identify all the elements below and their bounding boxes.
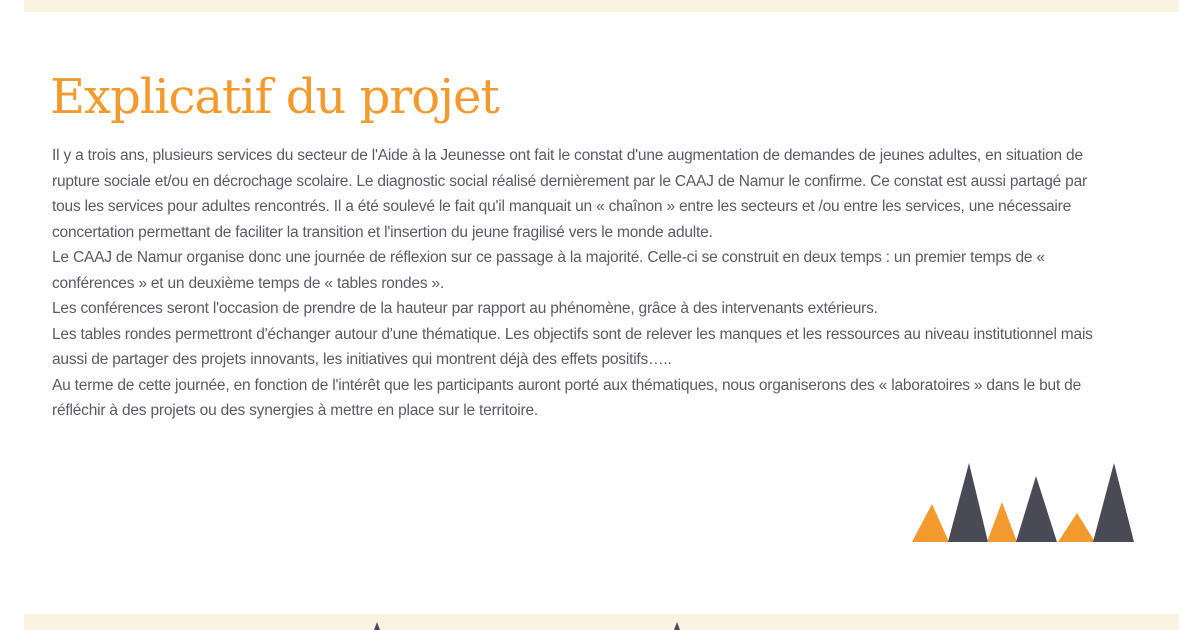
paragraph-organisation: Le CAAJ de Namur organise donc une journée de réflexion sur ce passage à la majorité. Celle-ci se construit en deux temps : un premier temps de « conférences » et un deuxième temps de « tables rondes ».: [52, 249, 1045, 292]
paragraph-context: Il y a trois ans, plusieurs services du secteur de l'Aide à la Jeunesse ont fait le constat d'une augmentation de demandes de jeunes adultes, en situation de rupture sociale et/ou en décrochage scolaire. Le diagnostic social réalisé dernièrement par le CAAJ de Namur le confirme. Ce constat est aussi partagé par tous les services pour adultes rencontrés. Il a été soulevé le fait qu'il manquait un « chaînon » entre les secteurs et /ou entre les services, une nécessaire concertation permettant de faciliter la transition et l'insertion du jeune fragilisé vers le monde adulte.: [52, 147, 1087, 241]
tall-dark-triangle: [948, 463, 988, 542]
section-body: [52, 143, 1112, 424]
top-banner-strip: [24, 0, 1179, 12]
triangles-motif-icon: [905, 460, 1140, 545]
paragraph-conferences: Les conférences seront l'occasion de prendre de la hauteur par rapport au phénomène, grâce à des intervenants extérieurs.: [52, 300, 878, 317]
medium-dark-triangle: [1016, 476, 1057, 542]
paragraph-tables-rondes: Les tables rondes permettront d'échanger autour d'une thématique. Les objectifs sont de relever les manques et les ressources au niveau institutionnel mais aussi de partager des projets innovants, les initiatives qui montrent déjà des effets positifs…..: [52, 325, 1093, 368]
small-triangle-icon: [674, 622, 680, 630]
bottom-banner-strip: [24, 614, 1179, 630]
small-orange-triangle: [987, 502, 1017, 542]
paragraph-laboratoires: Au terme de cette journée, en fonction de l'intérêt que les participants auront porté aux thématiques, nous organiserons des « laboratoires » dans le but de réfléchir à des projets ou des synergies à mettre en place sur le territoire.: [52, 376, 1082, 419]
tall-dark-triangle: [1093, 463, 1134, 542]
section-title: Explicatif du projet: [50, 69, 499, 125]
small-triangle-icon: [374, 622, 380, 630]
small-orange-triangle: [912, 504, 949, 542]
small-orange-triangle: [1058, 513, 1095, 542]
